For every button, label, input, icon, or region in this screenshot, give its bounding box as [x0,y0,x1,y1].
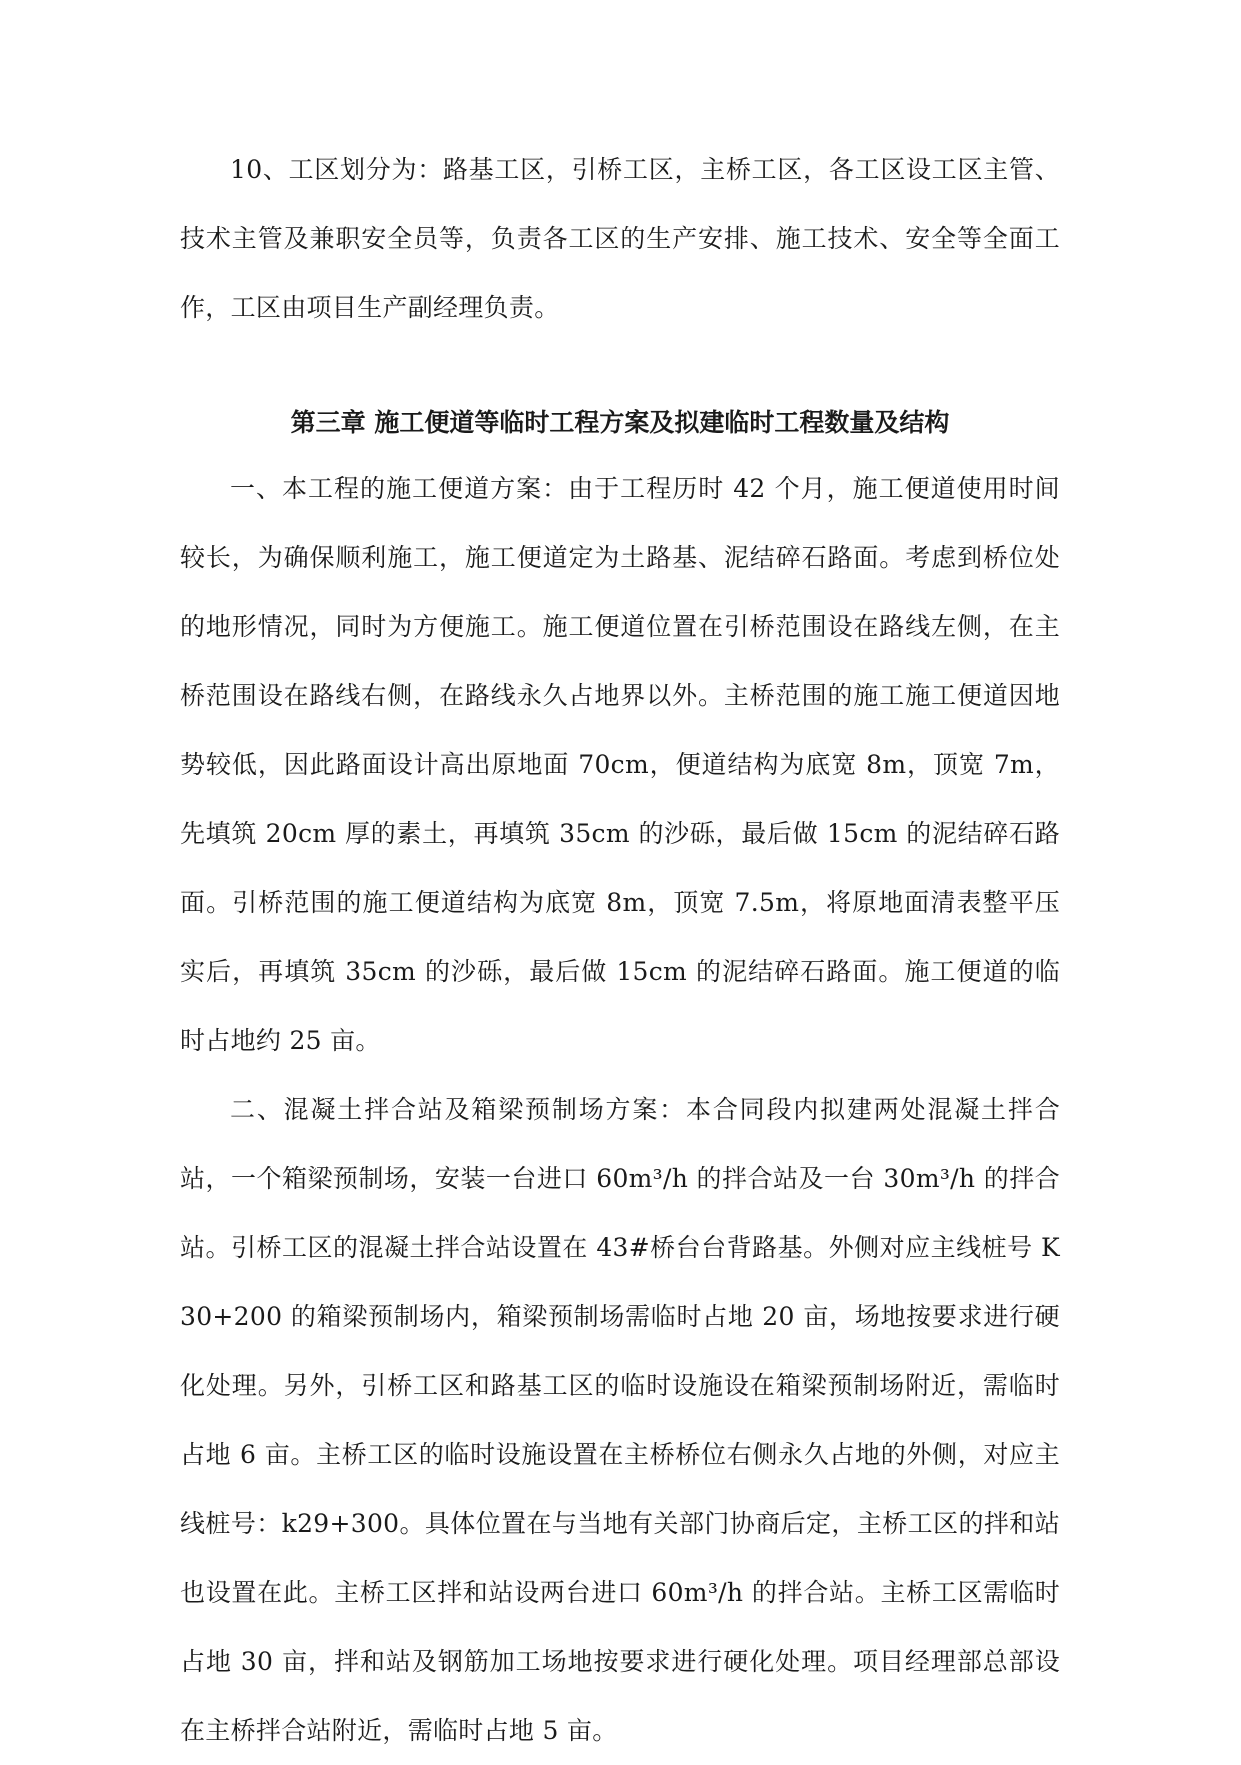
paragraph-mixing-station: 二、混凝土拌合站及箱梁预制场方案：本合同段内拟建两处混凝土拌合站，一个箱梁预制场，安装一台进口 60m³/h 的拌合站及一台 30m³/h 的拌合站。引桥工区的混凝土拌合站设置在 43#桥台台背路基。外侧对应主线桩号 K30+200 的箱梁预制场内，箱梁预制场需临时占地 20 亩，场地按要求进行硬化处理。另外，引桥工区和路基工区的临时设施设在箱梁预制场附近，需临时占地 6 亩。主桥工区的临时设施设置在主桥桥位右侧永久占地的外侧，对应主线桩号：k29+300。具体位置在与当地有关部门协商后定，主桥工区的拌和站也设置在此。主桥工区拌和站设两台进口 60m³/h 的拌合站。主桥工区需临时占地 30 亩，拌和站及钢筋加工场地按要求进行硬化处理。项目经理部总部设在主桥拌合站附近，需临时占地 5 亩。 [180,1095,1060,1745]
paragraph-work-zones [180,135,1060,342]
chapter-heading: 第三章 施工便道等临时工程方案及拟建临时工程数量及结构 [290,408,950,437]
paragraph-access-road: 一、本工程的施工便道方案：由于工程历时 42 个月，施工便道使用时间较长，为确保顺利施工，施工便道定为土路基、泥结碎石路面。考虑到桥位处的地形情况，同时为方便施工。施工便道位置在引桥范围设在路线左侧，在主桥范围设在路线右侧，在路线永久占地界以外。主桥范围的施工施工便道因地势较低，因此路面设计高出原地面 70cm，便道结构为底宽 8m，顶宽 7m，先填筑 20cm 厚的素土，再填筑 35cm 的沙砾，最后做 15cm 的泥结碎石路面。引桥范围的施工便道结构为底宽 8m，顶宽 7.5m，将原地面清表整平压实后，再填筑 35cm 的沙砾，最后做 15cm 的泥结碎石路面。施工便道的临时占地约 25 亩。 [180,474,1060,1055]
paragraph-group [180,454,1060,1765]
paragraph-text: 10、工区划分为：路基工区，引桥工区，主桥工区，各工区设工区主管、技术主管及兼职安全员等，负责各工区的生产安排、施工技术、安全等全面工作，工区由项目生产副经理负责。 [180,155,1060,322]
